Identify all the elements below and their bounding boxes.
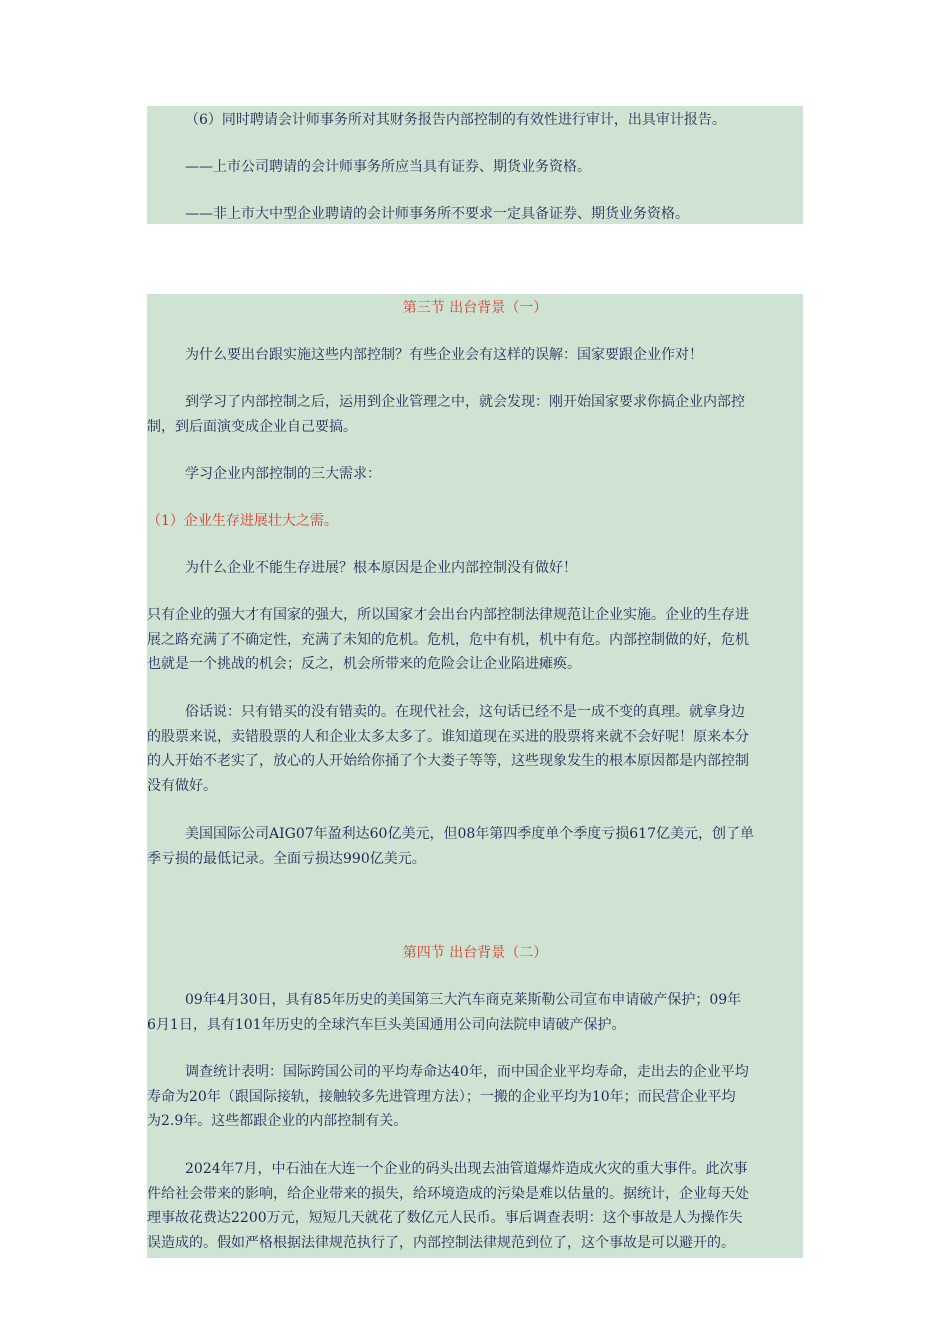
paragraph: （6）同时聘请会计师事务所对其财务报告内部控制的有效性进行审计，出具审计报告。 [185, 112, 726, 128]
paragraph: ——上市公司聘请的会计师事务所应当具有证券、期货业务资格。 [185, 159, 591, 175]
paragraph: 为什么企业不能生存进展？根本原因是企业内部控制没有做好！ [185, 560, 577, 576]
paragraph-highlight: （1）企业生存进展壮大之需。 [147, 513, 338, 529]
paragraph: ——非上市大中型企业聘请的会计师事务所不要求一定具备证券、期货业务资格。 [185, 206, 689, 222]
text-block-top [147, 106, 803, 224]
paragraph: 09年4月30日，具有85年历史的美国第三大汽车商克莱斯勒公司宣布申请破产保护；09年 6月1日，具有101年历史的全球汽车巨头美国通用公司向法院申请破产保护。 [147, 992, 742, 1033]
paragraph: 到学习了内部控制之后，运用到企业管理之中，就会发现：刚开始国家要求你搞企业内部控 制，到后面演变成企业自己要搞。 [147, 394, 745, 435]
paragraph: 只有企业的强大才有国家的强大，所以国家才会出台内部控制法律规范让企业实施。企业的生存进 展之路充满了不确定性，充满了未知的危机。危机，危中有机，机中有危。内部控制做的好，危机 也就是一个挑战的机会；反之，机会所带来的危险会让企业陷进瘫痪。 [147, 607, 749, 672]
paragraph: 美国国际公司AIG07年盈利达60亿美元，但08年第四季度单个季度亏损617亿美元，创了单 季亏损的最低记录。全面亏损达990亿美元。 [147, 826, 754, 867]
section-heading: 第三节 出台背景（一） [402, 300, 548, 316]
paragraph: 学习企业内部控制的三大需求： [185, 466, 381, 482]
paragraph: 为什么要出台跟实施这些内部控制？有些企业会有这样的误解：国家要跟企业作对！ [185, 347, 703, 363]
text-block-main [147, 294, 803, 1258]
paragraph: 俗话说：只有错买的没有错卖的。在现代社会，这句话已经不是一成不变的真理。就拿身边 的股票来说，卖错股票的人和企业太多太多了。谁知道现在买进的股票将来就不会好呢！原来本分 的人开始不老实了，放心的人开始给你捅了个大娄子等等，这些现象发生的根本原因都是内部控制 没有做好。 [147, 704, 749, 794]
section-heading: 第四节 出台背景（二） [402, 945, 548, 961]
paragraph: 调查统计表明：国际跨国公司的平均寿命达40年，而中国企业平均寿命，走出去的企业平均 寿命为20年（跟国际接轨，接触较多先进管理方法）；一搬的企业平均为10年；而民营企业平均 为2.9年。这些都跟企业的内部控制有关。 [147, 1064, 749, 1129]
paragraph: 2024年7月，中石油在大连一个企业的码头出现去油管道爆炸造成火灾的重大事件。此次事 件给社会带来的影响，给企业带来的损失，给环境造成的污染是难以估量的。据统计，企业每天处 理事故花费达2200万元，短短几天就花了数亿元人民币。事后调查表明：这个事故是人为操作失 误造成的。假如严格根据法律规范执行了，内部控制法律规范到位了，这个事故是可以避开的。 [147, 1161, 749, 1251]
